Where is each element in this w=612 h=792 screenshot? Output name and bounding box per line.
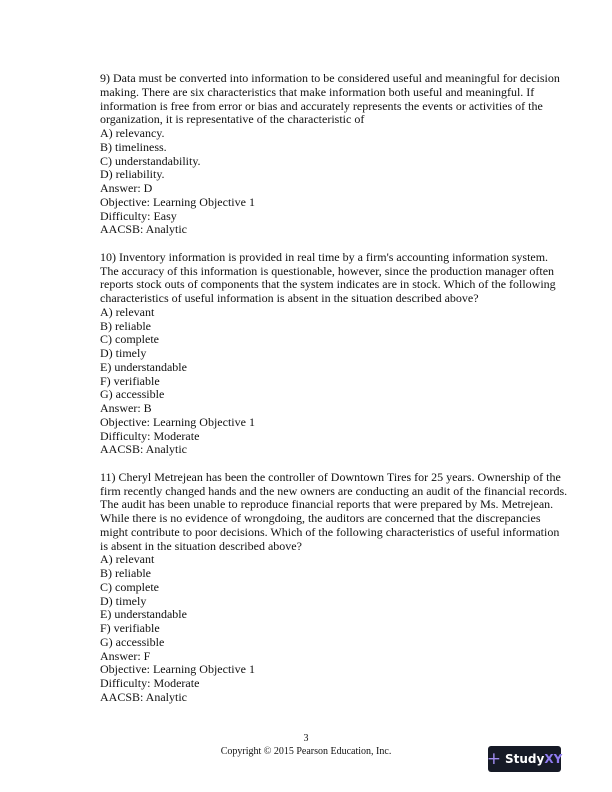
answer-option: G) accessible bbox=[100, 634, 165, 649]
question-stem-line: information is free from error or bias and accurately represents the events or activities of the bbox=[100, 98, 543, 113]
logo-text-accent: XY bbox=[544, 752, 563, 766]
copyright-notice: Copyright © 2015 Pearson Education, Inc. bbox=[220, 746, 392, 757]
question-stem-line: 10) Inventory information is provided in real time by a firm's accounting information system. bbox=[100, 249, 549, 264]
question-meta: AACSB: Analytic bbox=[100, 222, 188, 237]
question-stem-line: The accuracy of this information is questionable, however, since the production manager often bbox=[100, 263, 555, 278]
logo-text: Study bbox=[504, 752, 545, 766]
answer-option: A) relevant bbox=[100, 552, 155, 567]
studyxy-logo[interactable] bbox=[488, 746, 561, 772]
answer-option: B) reliable bbox=[100, 566, 151, 580]
question-stem-line: is absent in the situation described above? bbox=[100, 538, 302, 553]
question-meta: Difficulty: Easy bbox=[100, 208, 177, 223]
document-body bbox=[100, 71, 568, 718]
question-stem-line: The audit has been unable to reproduce financial reports that were prepared by Ms. Metrejean. bbox=[100, 497, 554, 512]
question-stem-line: characteristics of useful information is absent in the situation described above? bbox=[100, 291, 479, 305]
answer-option: C) understandability. bbox=[100, 153, 201, 168]
question-meta: Objective: Learning Objective 1 bbox=[100, 194, 255, 209]
question-meta: AACSB: Analytic bbox=[100, 442, 188, 457]
answer-option: A) relevant bbox=[100, 304, 155, 319]
page-number: 3 bbox=[303, 733, 309, 744]
answer-option: C) complete bbox=[100, 332, 159, 347]
plus-icon: + bbox=[486, 748, 501, 769]
question-11 bbox=[100, 469, 568, 705]
answer-option: D) reliability. bbox=[100, 167, 165, 182]
question-stem-line: firm recently changed hands and the new owners are conducting an audit of the financial records. bbox=[100, 483, 568, 498]
question-meta: Objective: Learning Objective 1 bbox=[100, 414, 255, 429]
answer-option: D) timely bbox=[100, 593, 147, 608]
question-9 bbox=[100, 71, 560, 237]
question-meta: Difficulty: Moderate bbox=[100, 676, 200, 690]
question-stem-line: While there is no evidence of wrongdoing, the auditors are concerned that the discrepancies bbox=[100, 511, 541, 525]
question-meta: Difficulty: Moderate bbox=[100, 428, 200, 443]
question-stem-line: might contribute to poor decisions. Which of the following characteristics of useful information bbox=[100, 524, 560, 539]
question-meta: Answer: F bbox=[100, 648, 151, 663]
answer-option: B) reliable bbox=[100, 318, 151, 333]
answer-option: B) timeliness. bbox=[100, 139, 167, 154]
answer-option: G) accessible bbox=[100, 387, 165, 402]
question-meta: Answer: D bbox=[100, 181, 153, 195]
question-meta: AACSB: Analytic bbox=[100, 689, 188, 704]
answer-option: F) verifiable bbox=[100, 621, 160, 635]
question-meta: Answer: B bbox=[100, 401, 152, 415]
question-stem-line: reports stock outs of components that the system indicates are in stock. Which of the following bbox=[100, 277, 556, 292]
answer-option: A) relevancy. bbox=[100, 126, 165, 140]
question-stem-line: 9) Data must be converted into information to be considered useful and meaningful for decision bbox=[100, 71, 560, 85]
answer-option: E) understandable bbox=[100, 607, 187, 622]
question-10 bbox=[100, 249, 556, 457]
question-stem-line: 11) Cheryl Metrejean has been the controller of Downtown Tires for 25 years. Ownership of the bbox=[100, 469, 561, 484]
answer-option: F) verifiable bbox=[100, 373, 160, 388]
answer-option: E) understandable bbox=[100, 359, 187, 374]
answer-option: D) timely bbox=[100, 346, 147, 360]
question-meta: Objective: Learning Objective 1 bbox=[100, 662, 255, 677]
question-stem-line: making. There are six characteristics that make information both useful and meaningful. If bbox=[100, 84, 535, 99]
question-stem-line: organization, it is representative of the characteristic of bbox=[100, 112, 365, 127]
answer-option: C) complete bbox=[100, 579, 159, 594]
